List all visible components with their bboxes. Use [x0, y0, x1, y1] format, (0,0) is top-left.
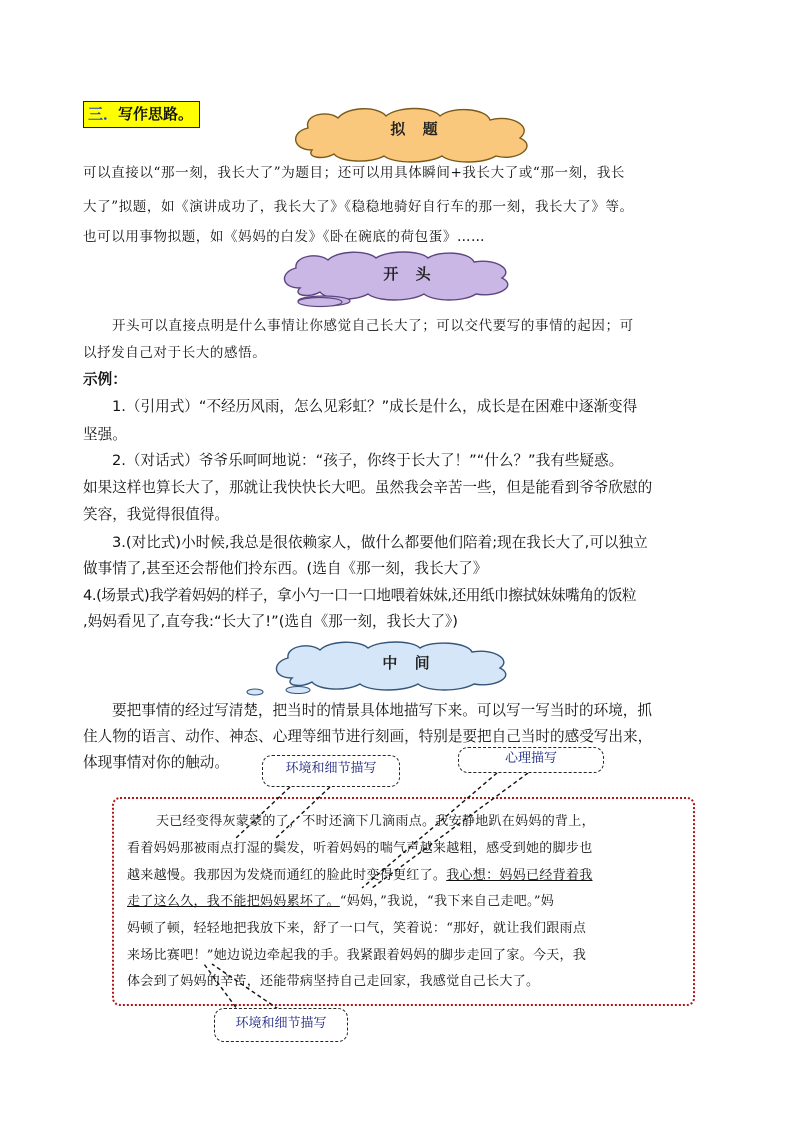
cloud-title-label: 拟 题 — [390, 120, 444, 138]
titling-line: 大了”拟题，如《演讲成功了，我长大了》《稳稳地骑好自行车的那一刻，我长大了》等。 — [83, 199, 634, 215]
pointer-env-bottom-a — [204, 964, 240, 1013]
example-line: 3.(对比式)小时候,我总是很依赖家人，做什么都要他们陪着;现在我长大了,可以独立 — [112, 534, 648, 551]
example-line: 坚强。 — [83, 426, 127, 443]
pointer-psych-a — [362, 773, 497, 888]
callout-env-detail-bottom: 环境和细节描写 — [214, 1008, 348, 1042]
sample-title: 示例： — [83, 371, 127, 388]
cloud-middle-label: 中 间 — [382, 654, 436, 672]
pointer-psych-b — [372, 773, 528, 888]
middle-line: 要把事情的经过写清楚，把当时的情景具体地描写下来。可以写一写当时的环境，抓 — [112, 702, 652, 719]
example-box-line: 妈顿了顿，轻轻地把我放下来，舒了一口气，笑着说：“那好，就让我们跟雨点 — [127, 921, 587, 936]
example-line: ,妈妈看见了,直夸我:“长大了!”(选自《那一刻，我长大了》) — [83, 613, 458, 630]
example-box-line: 天已经变得灰蒙蒙的了，不时还滴下几滴雨点。我安静地趴在妈妈的背上， — [156, 814, 595, 829]
example-line: 笑容，我觉得很值得。 — [83, 506, 229, 523]
example-line: 如果这样也算长大了，那就让我快快长大吧。虽然我会辛苦一些，但是能看到爷爷欣慰的 — [83, 479, 653, 496]
example-line: 2.（对话式）爷爷乐呵呵地说：“孩子，你终于长大了！”“什么？”我有些疑惑。 — [112, 452, 624, 469]
example-line: 1.（引用式）“不经历风雨，怎么见彩虹？”成长是什么，成长是在困难中逐渐变得 — [112, 398, 638, 415]
example-text: “妈妈，”我说，“我下来自己走吧。”妈 — [339, 894, 555, 909]
psychology-underline: 走了这么久，我不能把妈妈累坏了。 — [127, 894, 340, 909]
example-box-line: 来场比赛吧！”她边说边牵起我的手。我紧跟着妈妈的脚步走回了家。今天，我 — [127, 948, 587, 963]
cloud-opening-label: 开 头 — [383, 265, 437, 283]
opening-line: 开头可以直接点明是什么事情让你感觉自己长大了；可以交代要写的事情的起因；可 — [112, 318, 634, 334]
callout-psychology: 心理描写 — [458, 747, 604, 773]
pointer-env-top-a — [236, 787, 290, 838]
example-line: 4.(场景式)我学着妈妈的样子，拿小勺一口一口地喂着妹妹,还用纸巾擦拭妹妹嘴角的饭粒 — [83, 587, 637, 604]
titling-line: 可以直接以“那一刻，我长大了”为题目；还可以用具体瞬间+我长大了或“那一刻，我长 — [83, 165, 626, 181]
example-text: 越来越慢。我那因为发烧而通红的脸此时变得更红了。 — [127, 868, 447, 883]
example-line: 做事情了,甚至还会帮他们拎东西。(选自《那一刻，我长大了》 — [83, 560, 488, 577]
opening-line: 以抒发自己对于长大的感悟。 — [83, 345, 267, 361]
middle-line: 住人物的语言、动作、神态、心理等细节进行刻画，特别是要把自己当时的感受写出来， — [83, 728, 653, 745]
example-box-line: 体会到了妈妈的辛苦，还能带病坚持自己走回家，我感觉自己长大了。 — [127, 974, 540, 989]
psychology-underline: 我心想：妈妈已经背着我 — [446, 868, 593, 883]
pointer-env-top-b — [276, 787, 330, 838]
titling-line: 也可以用事物拟题，如《妈妈的白发》《卧在碗底的荷包蛋》…… — [83, 229, 486, 245]
middle-line: 体现事情对你的触动。 — [83, 754, 229, 771]
callout-env-detail-top: 环境和细节描写 — [262, 755, 400, 787]
example-box-line: 看着妈妈那被雨点打湿的鬓发，听着妈妈的喘气声越来越粗，感受到她的脚步也 — [127, 841, 593, 856]
section-number: 三． — [88, 105, 119, 123]
section-title-text: 写作思路。 — [118, 105, 194, 123]
